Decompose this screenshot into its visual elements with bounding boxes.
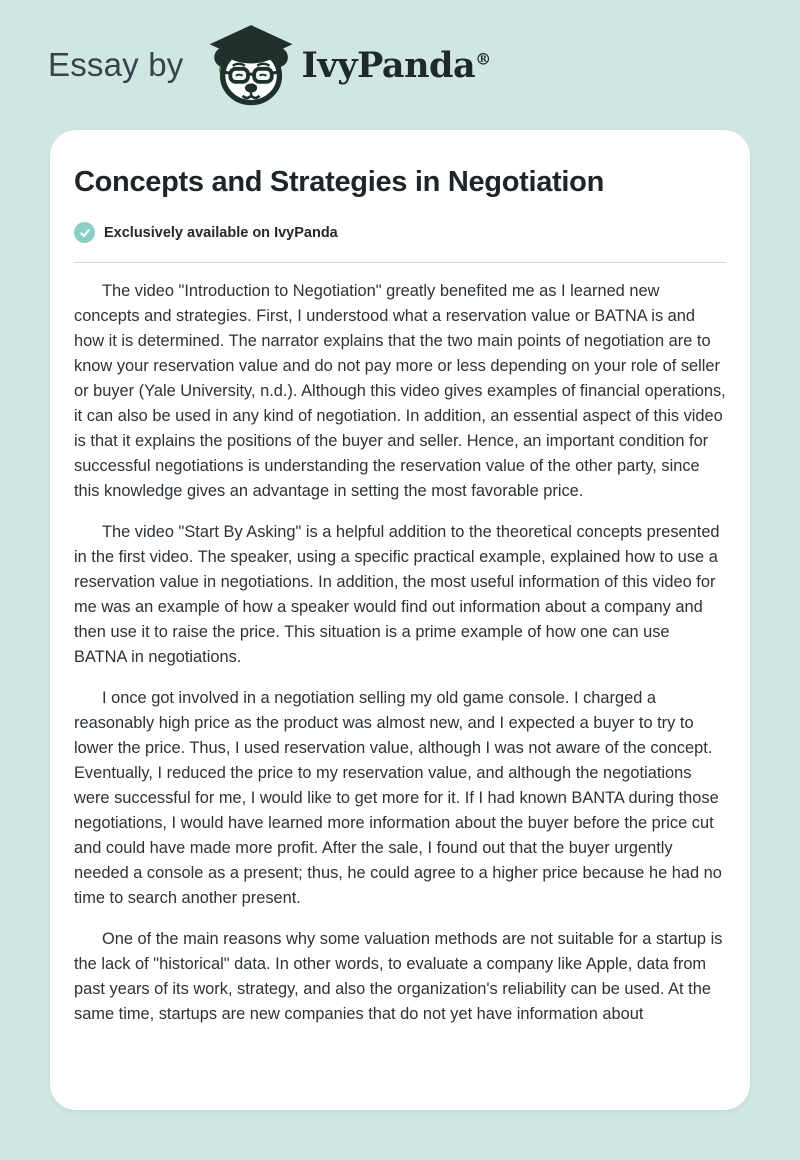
essay-paragraph: I once got involved in a negotiation selling my old game console. I charged a reasonably high price as the product was almost new, and I expected a buyer to try to lower the price. Thus, I used reservation value, although I was not aware of the concept. Eventually, I reduced the price to my reservation value, and although the negotiations were successful for me, I would like to get more for it. If I had known BANTA during those negotiations, I would have learned more information about the buyer before the price cut and could have made more profit. After the sale, I found out that the buyer urgently needed a console as a present; thus, he could agree to a higher price because he had no time to search another present. bbox=[74, 689, 722, 908]
brand-name: IvyPanda bbox=[301, 44, 476, 86]
registered-trademark: ® bbox=[475, 48, 491, 68]
essay-paragraph: The video "Introduction to Negotiation" greatly benefited me as I learned new concepts and strategies. First, I understood what a reservation value or BATNA is and how it is determined. The narrator explains that the two main points of negotiation are to know your reservation value and do not pay more or less depending on your role of seller or buyer (Yale University, n.d.). Although this video gives examples of financial operations, it can also be used in any kind of negotiation. In addition, an essential aspect of this video is that it explains the positions of the buyer and seller. Hence, an important condition for successful negotiations is understanding the reservation value of the other party, since this knowledge gives an advantage in setting the most favorable price. bbox=[74, 282, 726, 501]
exclusive-badge bbox=[74, 222, 726, 243]
page-title: Concepts and Strategies in Negotiation bbox=[74, 166, 604, 198]
essay-card bbox=[50, 130, 750, 1110]
divider bbox=[74, 262, 726, 263]
essay-by-label: Essay by bbox=[48, 46, 184, 83]
badge-label: Exclusively available on IvyPanda bbox=[104, 224, 338, 241]
brand-wordmark bbox=[302, 45, 491, 86]
essay-paragraph: The video "Start By Asking" is a helpful addition to the theoretical concepts presented in the first video. The speaker, using a specific practical example, explained how to use a reservation value in negotiations. In addition, the most useful information of this video for me was an example of how a speaker would find out information about a company and then use it to raise the price. This situation is a prime example of how one can use BATNA in negotiations. bbox=[74, 523, 720, 667]
site-header bbox=[0, 0, 800, 130]
brand-lockup bbox=[200, 19, 491, 111]
essay-body bbox=[74, 279, 726, 1027]
essay-paragraph: One of the main reasons why some valuation methods are not suitable for a startup is the lack of "historical" data. In other words, to evaluate a company like Apple, data from past years of its work, strategy, and also the organization's reliability can be used. At the same time, startups are new companies that do not yet have information about bbox=[74, 930, 723, 1024]
check-icon bbox=[74, 222, 95, 243]
ivypanda-panda-logo-icon bbox=[200, 19, 296, 111]
